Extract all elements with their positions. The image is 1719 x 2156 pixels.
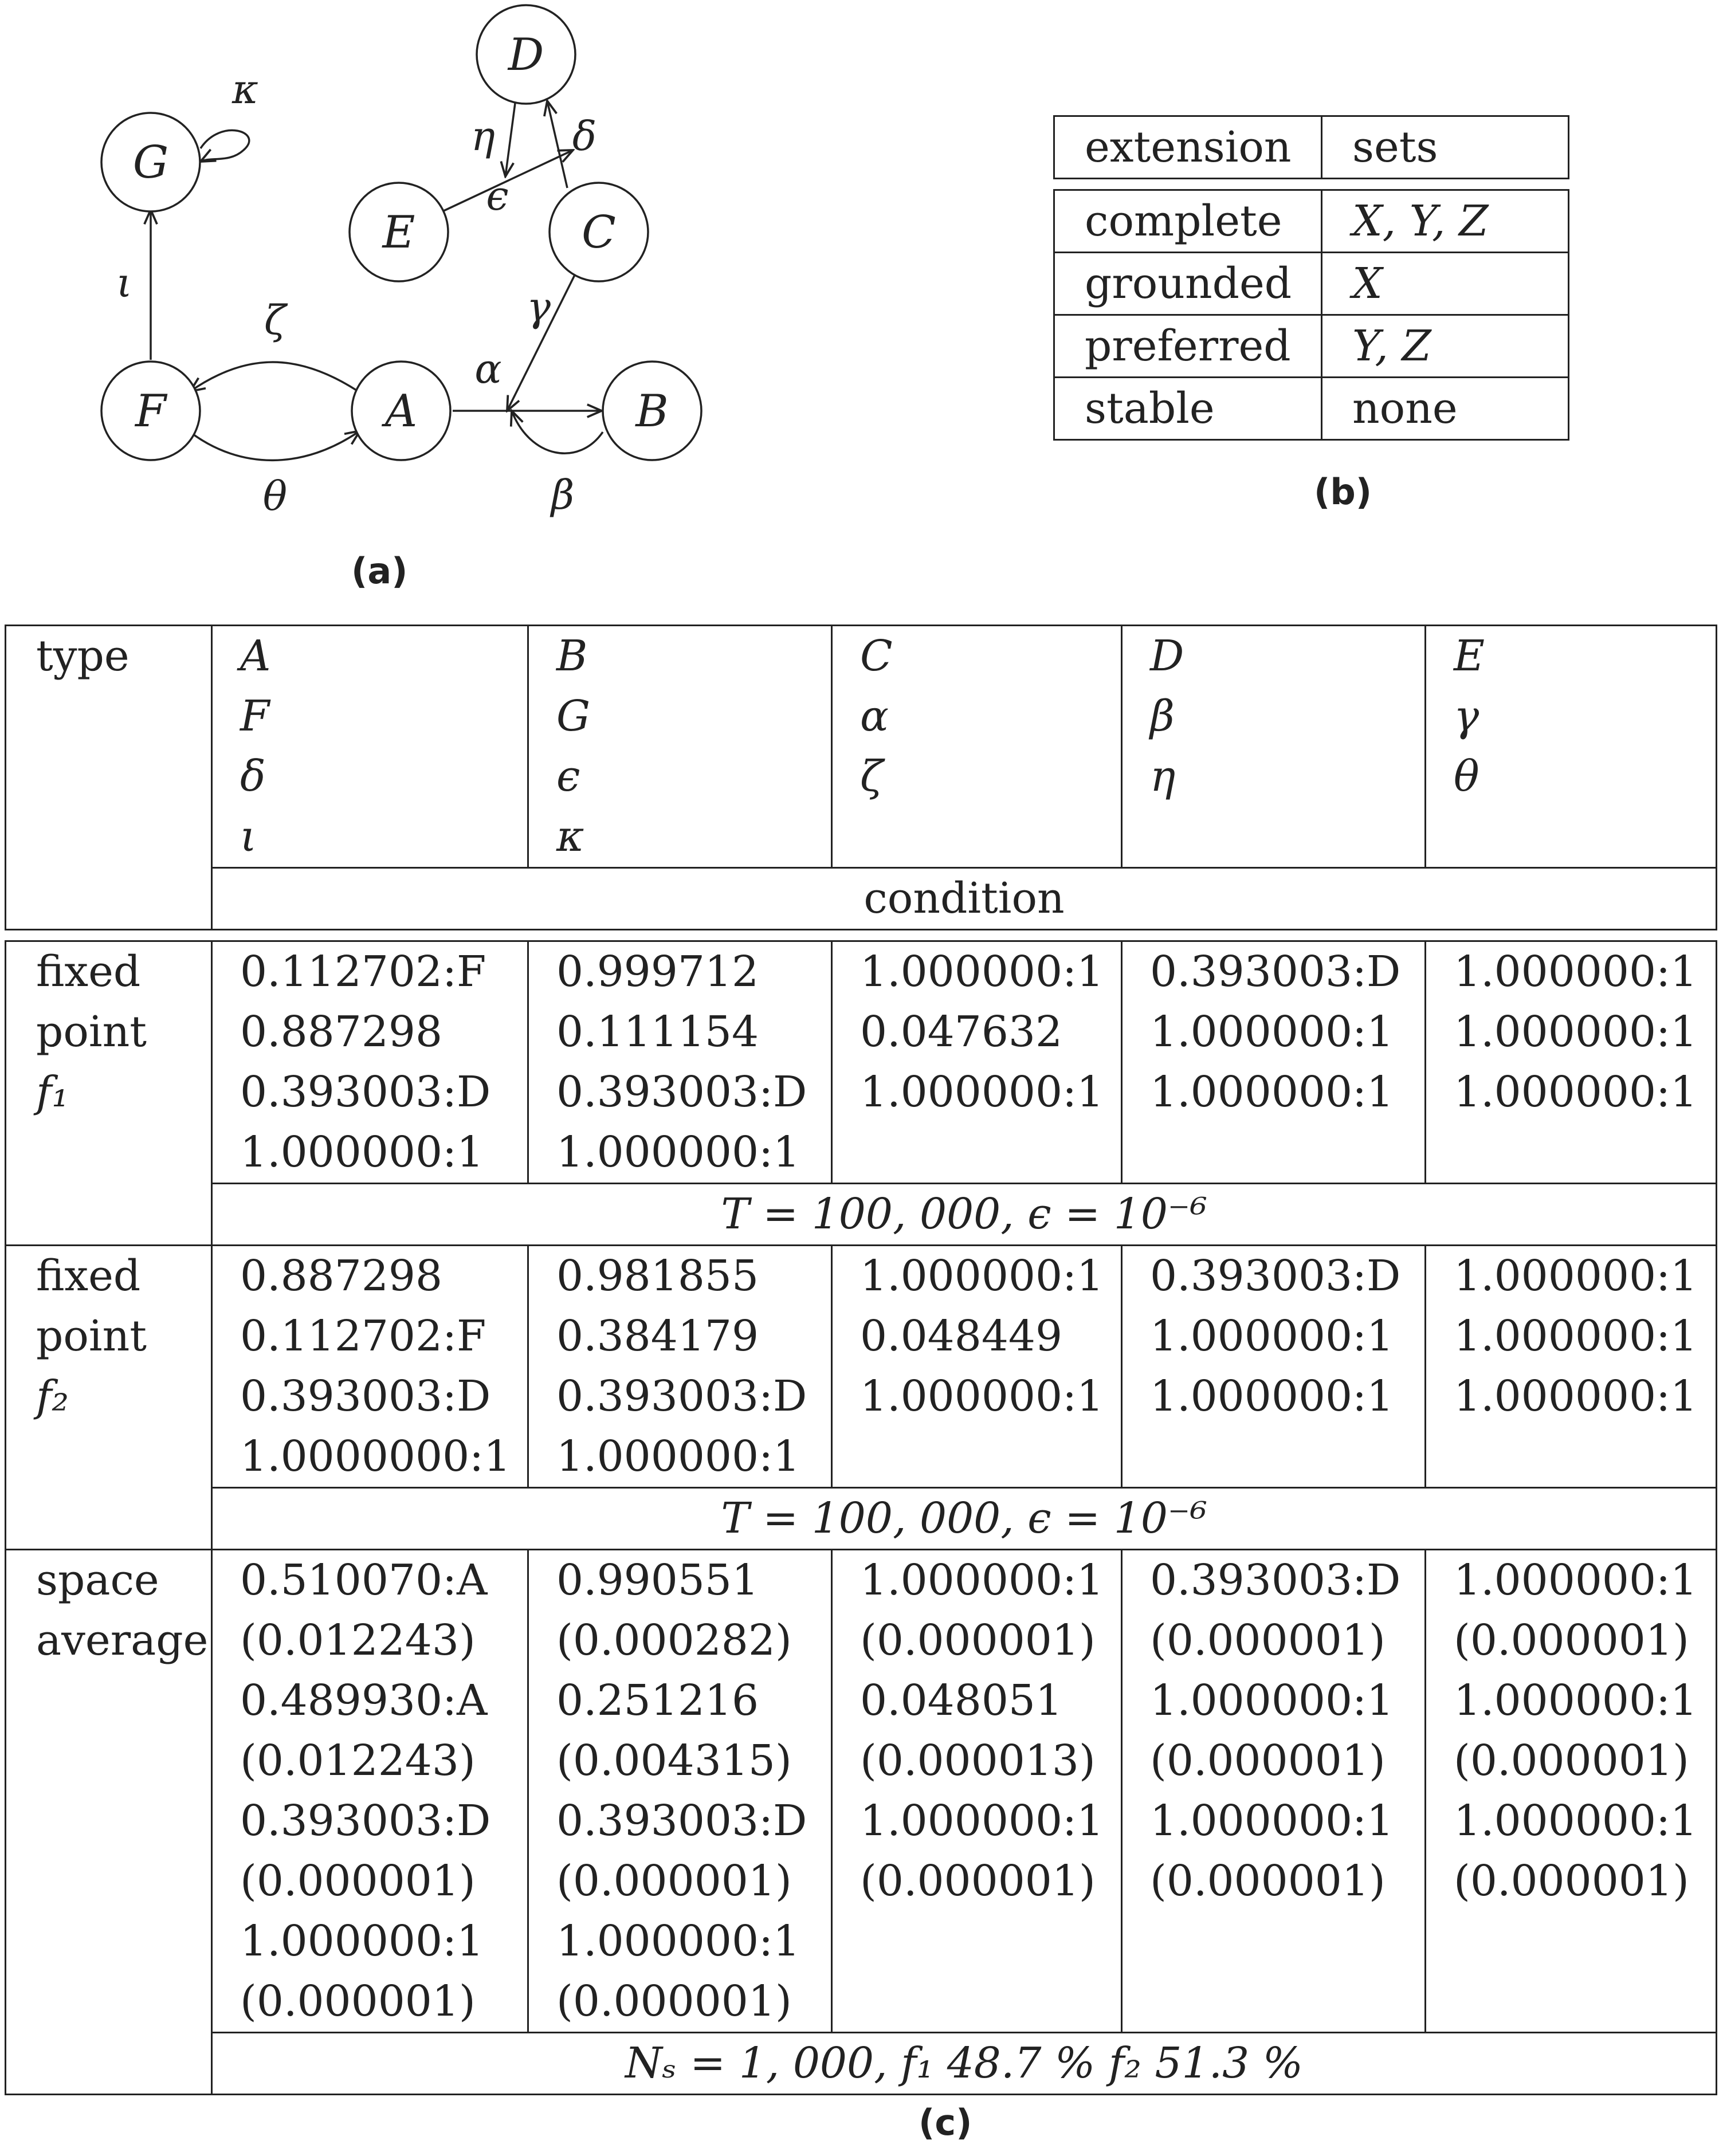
edge-label-kappa: κ [232, 66, 258, 113]
edge-kappa [201, 130, 249, 162]
cell-value: 0.112702:F [240, 947, 486, 996]
ext-header-sets: sets [1322, 116, 1569, 179]
cell-value: (0.000001) [860, 1616, 1096, 1665]
edge-eta [505, 103, 515, 176]
type-item: E [1454, 631, 1485, 681]
cell-value: 1.000000:1 [1150, 1796, 1394, 1845]
type-item: α [860, 692, 889, 741]
cell-value: 1.000000:1 [1454, 1556, 1698, 1605]
type-item: β [1150, 692, 1175, 741]
type-item: θ [1454, 752, 1479, 801]
edge-label-zeta: ζ [264, 297, 286, 344]
row-label-line: space [36, 1556, 159, 1605]
cell-value: (0.000282) [556, 1616, 792, 1665]
edge-label-beta: β [551, 472, 575, 519]
cell-f2-col2 [528, 1246, 832, 1488]
cell-value: 1.000000:1 [860, 1251, 1104, 1301]
cell-value: 0.981855 [556, 1251, 759, 1301]
type-col-1 [212, 626, 528, 868]
cell-value: 0.510070:A [240, 1556, 488, 1605]
cell-value: 1.000000:1 [1150, 1372, 1394, 1421]
cell-avg-col2 [528, 1550, 832, 2033]
cell-value: 0.393003:D [240, 1796, 491, 1845]
cell-value: (0.000001) [1454, 1616, 1689, 1665]
ext-header-extension: extension [1054, 116, 1322, 179]
cell-value: 0.393003:D [1150, 1251, 1401, 1301]
cell-value: 1.000000:1 [556, 1917, 800, 1966]
cell-value: 1.000000:1 [240, 1917, 484, 1966]
results-table [5, 940, 1717, 2095]
type-col-2 [528, 626, 832, 868]
row-label-line: average [36, 1616, 209, 1665]
cell-value: (0.000001) [240, 1856, 476, 1906]
caption-b: (b) [1314, 471, 1372, 513]
cell-f1-col3 [832, 941, 1122, 1184]
edge-label-eta: η [471, 113, 495, 160]
cell-value: 0.384179 [556, 1311, 759, 1361]
row-label-line: point [36, 1007, 147, 1057]
condition-header: condition [212, 868, 1717, 930]
condition-f2 [212, 1488, 1717, 1550]
type-item: B [556, 631, 588, 681]
node-E-label: E [382, 207, 415, 258]
cell-value: (0.000013) [860, 1736, 1096, 1785]
type-col-5 [1426, 626, 1717, 868]
cell-value: 1.000000:1 [1454, 947, 1698, 996]
table-row [1054, 315, 1569, 378]
cell-value: 0.111154 [556, 1007, 759, 1057]
node-A [352, 362, 450, 460]
ext-name: complete [1054, 190, 1322, 253]
condition-text: Nₛ = 1, 000, f₁ 48.7 % f₂ 51.3 % [625, 2039, 1304, 2088]
cell-value: 0.251216 [556, 1676, 759, 1725]
ext-sets: X [1322, 253, 1569, 315]
cell-value: 0.393003:D [556, 1067, 807, 1117]
cell-value: 1.000000:1 [1150, 1311, 1394, 1361]
cell-value: (0.012243) [240, 1736, 476, 1785]
edge-label-alpha: α [474, 345, 502, 392]
node-F-label: F [135, 386, 167, 437]
cell-value: (0.000001) [556, 1856, 792, 1906]
cell-value: (0.012243) [240, 1616, 476, 1665]
cell-value: (0.000001) [1454, 1736, 1689, 1785]
ext-sets: Y, Z [1322, 315, 1569, 378]
row-label-line: point [36, 1311, 147, 1361]
cell-value: 1.000000:1 [556, 1128, 800, 1177]
cell-value: 0.489930:A [240, 1676, 488, 1725]
cell-avg-col5 [1426, 1550, 1717, 2033]
edge-theta [191, 431, 360, 460]
cell-f2-col5 [1426, 1246, 1717, 1488]
cell-value: 1.000000:1 [1454, 1676, 1698, 1725]
node-G [101, 113, 200, 211]
edge-zeta [190, 362, 358, 391]
edge-label-iota: ι [116, 260, 132, 307]
row-label-line: fixed [36, 1251, 141, 1301]
row-label-f2 [6, 1246, 212, 1550]
cell-f1-col5 [1426, 941, 1717, 1184]
row-label-f1 [6, 941, 212, 1246]
cell-value: 1.000000:1 [1454, 1007, 1698, 1057]
cell-value: 0.999712 [556, 947, 759, 996]
condition-f1 [212, 1184, 1717, 1246]
cell-value: 0.393003:D [1150, 947, 1401, 996]
cell-f1-col2 [528, 941, 832, 1184]
type-item: ϵ [556, 752, 580, 801]
cell-f2-col3 [832, 1246, 1122, 1488]
type-col-3 [832, 626, 1122, 868]
cell-value: (0.000001) [860, 1856, 1096, 1906]
edge-label-epsilon: ϵ [486, 172, 509, 219]
ext-name: preferred [1054, 315, 1322, 378]
cell-value: (0.000001) [556, 1977, 792, 2026]
type-item: κ [556, 812, 584, 861]
cell-value: 1.000000:1 [1150, 1007, 1394, 1057]
cell-value: 1.000000:1 [1454, 1251, 1698, 1301]
type-item: ι [240, 812, 257, 861]
type-item: C [860, 631, 893, 681]
table-row [6, 1550, 1717, 2033]
cell-f2-col4 [1122, 1246, 1426, 1488]
node-C-label: C [582, 207, 616, 258]
cell-value: 1.000000:1 [1454, 1067, 1698, 1117]
condition-space-average [212, 2033, 1717, 2095]
cell-value: 0.393003:D [556, 1796, 807, 1845]
edge-label-delta: δ [572, 113, 597, 160]
node-D-label: D [508, 29, 544, 81]
cell-value: 0.393003:D [240, 1067, 491, 1117]
type-col-4 [1122, 626, 1426, 868]
cell-value: 1.000000:1 [1454, 1796, 1698, 1845]
cell-f1-col1 [212, 941, 528, 1184]
type-item: ζ [860, 752, 884, 801]
cell-value: 0.393003:D [1150, 1556, 1401, 1605]
cell-value: 1.000000:1 [860, 1796, 1104, 1845]
cell-value: 1.000000:1 [1150, 1067, 1394, 1117]
caption-a: (a) [351, 550, 408, 592]
cell-value: (0.000001) [1150, 1856, 1386, 1906]
node-D [477, 5, 575, 104]
caption-c: (c) [919, 2102, 972, 2143]
row-label-line: f₂ [36, 1372, 69, 1421]
cell-value: 1.0000000:1 [240, 1432, 511, 1481]
node-B-label: B [635, 386, 669, 437]
cell-value: (0.000001) [1454, 1856, 1689, 1906]
extension-table-header [1053, 115, 1569, 179]
condition-text: T = 100, 000, ϵ = 10⁻⁶ [721, 1494, 1207, 1543]
table-row [1054, 378, 1569, 440]
cell-f2-col1 [212, 1246, 528, 1488]
cell-value: 0.047632 [860, 1007, 1063, 1057]
node-F [101, 362, 200, 460]
cell-value: 0.048051 [860, 1676, 1063, 1725]
type-item: F [240, 692, 270, 741]
type-item: δ [240, 752, 266, 801]
edge-delta [547, 101, 567, 188]
cell-value: 1.000000:1 [860, 1067, 1104, 1117]
cell-value: 1.000000:1 [1454, 1311, 1698, 1361]
table-row [1054, 253, 1569, 315]
table-row [1054, 190, 1569, 253]
results-type-table [5, 625, 1717, 930]
extension-table [1053, 189, 1569, 441]
edge-beta [512, 411, 603, 453]
table-row [6, 1246, 1717, 1488]
edge-label-gamma: γ [527, 284, 551, 331]
cell-value: 0.112702:F [240, 1311, 486, 1361]
cell-value: (0.000001) [1150, 1616, 1386, 1665]
cell-value: 0.990551 [556, 1556, 759, 1605]
cell-f1-col4 [1122, 941, 1426, 1184]
type-item: D [1150, 631, 1184, 681]
row-label-line: fixed [36, 947, 141, 996]
ext-sets: X, Y, Z [1322, 190, 1569, 253]
cell-value: 1.000000:1 [860, 1556, 1104, 1605]
cell-value: (0.000001) [240, 1977, 476, 2026]
type-item: γ [1454, 692, 1479, 741]
ext-name: stable [1054, 378, 1322, 440]
cell-value: 1.000000:1 [1454, 1372, 1698, 1421]
cell-value: 0.393003:D [556, 1372, 807, 1421]
type-label: type [36, 631, 129, 681]
row-label-line: f₁ [36, 1067, 69, 1117]
cell-value: 1.000000:1 [860, 947, 1104, 996]
node-E [350, 183, 448, 281]
cell-value: 0.393003:D [240, 1372, 491, 1421]
cell-value: 0.048449 [860, 1311, 1063, 1361]
ext-sets: none [1322, 378, 1569, 440]
type-header [6, 626, 212, 930]
condition-text: T = 100, 000, ϵ = 10⁻⁶ [721, 1189, 1207, 1239]
type-item: A [240, 631, 271, 681]
cell-value: 1.000000:1 [556, 1432, 800, 1481]
cell-value: 1.000000:1 [860, 1372, 1104, 1421]
cell-value: (0.000001) [1150, 1736, 1386, 1785]
cell-value: 1.000000:1 [1150, 1676, 1394, 1725]
type-item: η [1150, 752, 1176, 801]
type-item: G [556, 692, 591, 741]
node-B [603, 362, 701, 460]
cell-value: 0.887298 [240, 1007, 443, 1057]
node-A-label: A [384, 386, 418, 437]
cell-avg-col4 [1122, 1550, 1426, 2033]
node-C [550, 183, 648, 281]
cell-avg-col3 [832, 1550, 1122, 2033]
cell-avg-col1 [212, 1550, 528, 2033]
argumentation-graph [0, 0, 814, 573]
row-label-space-average [6, 1550, 212, 2095]
cell-value: (0.004315) [556, 1736, 792, 1785]
cell-value: 1.000000:1 [240, 1128, 484, 1177]
cell-value: 0.887298 [240, 1251, 443, 1301]
table-row [6, 941, 1717, 1184]
ext-name: grounded [1054, 253, 1322, 315]
node-G-label: G [132, 137, 169, 188]
edge-label-theta: θ [262, 473, 288, 520]
